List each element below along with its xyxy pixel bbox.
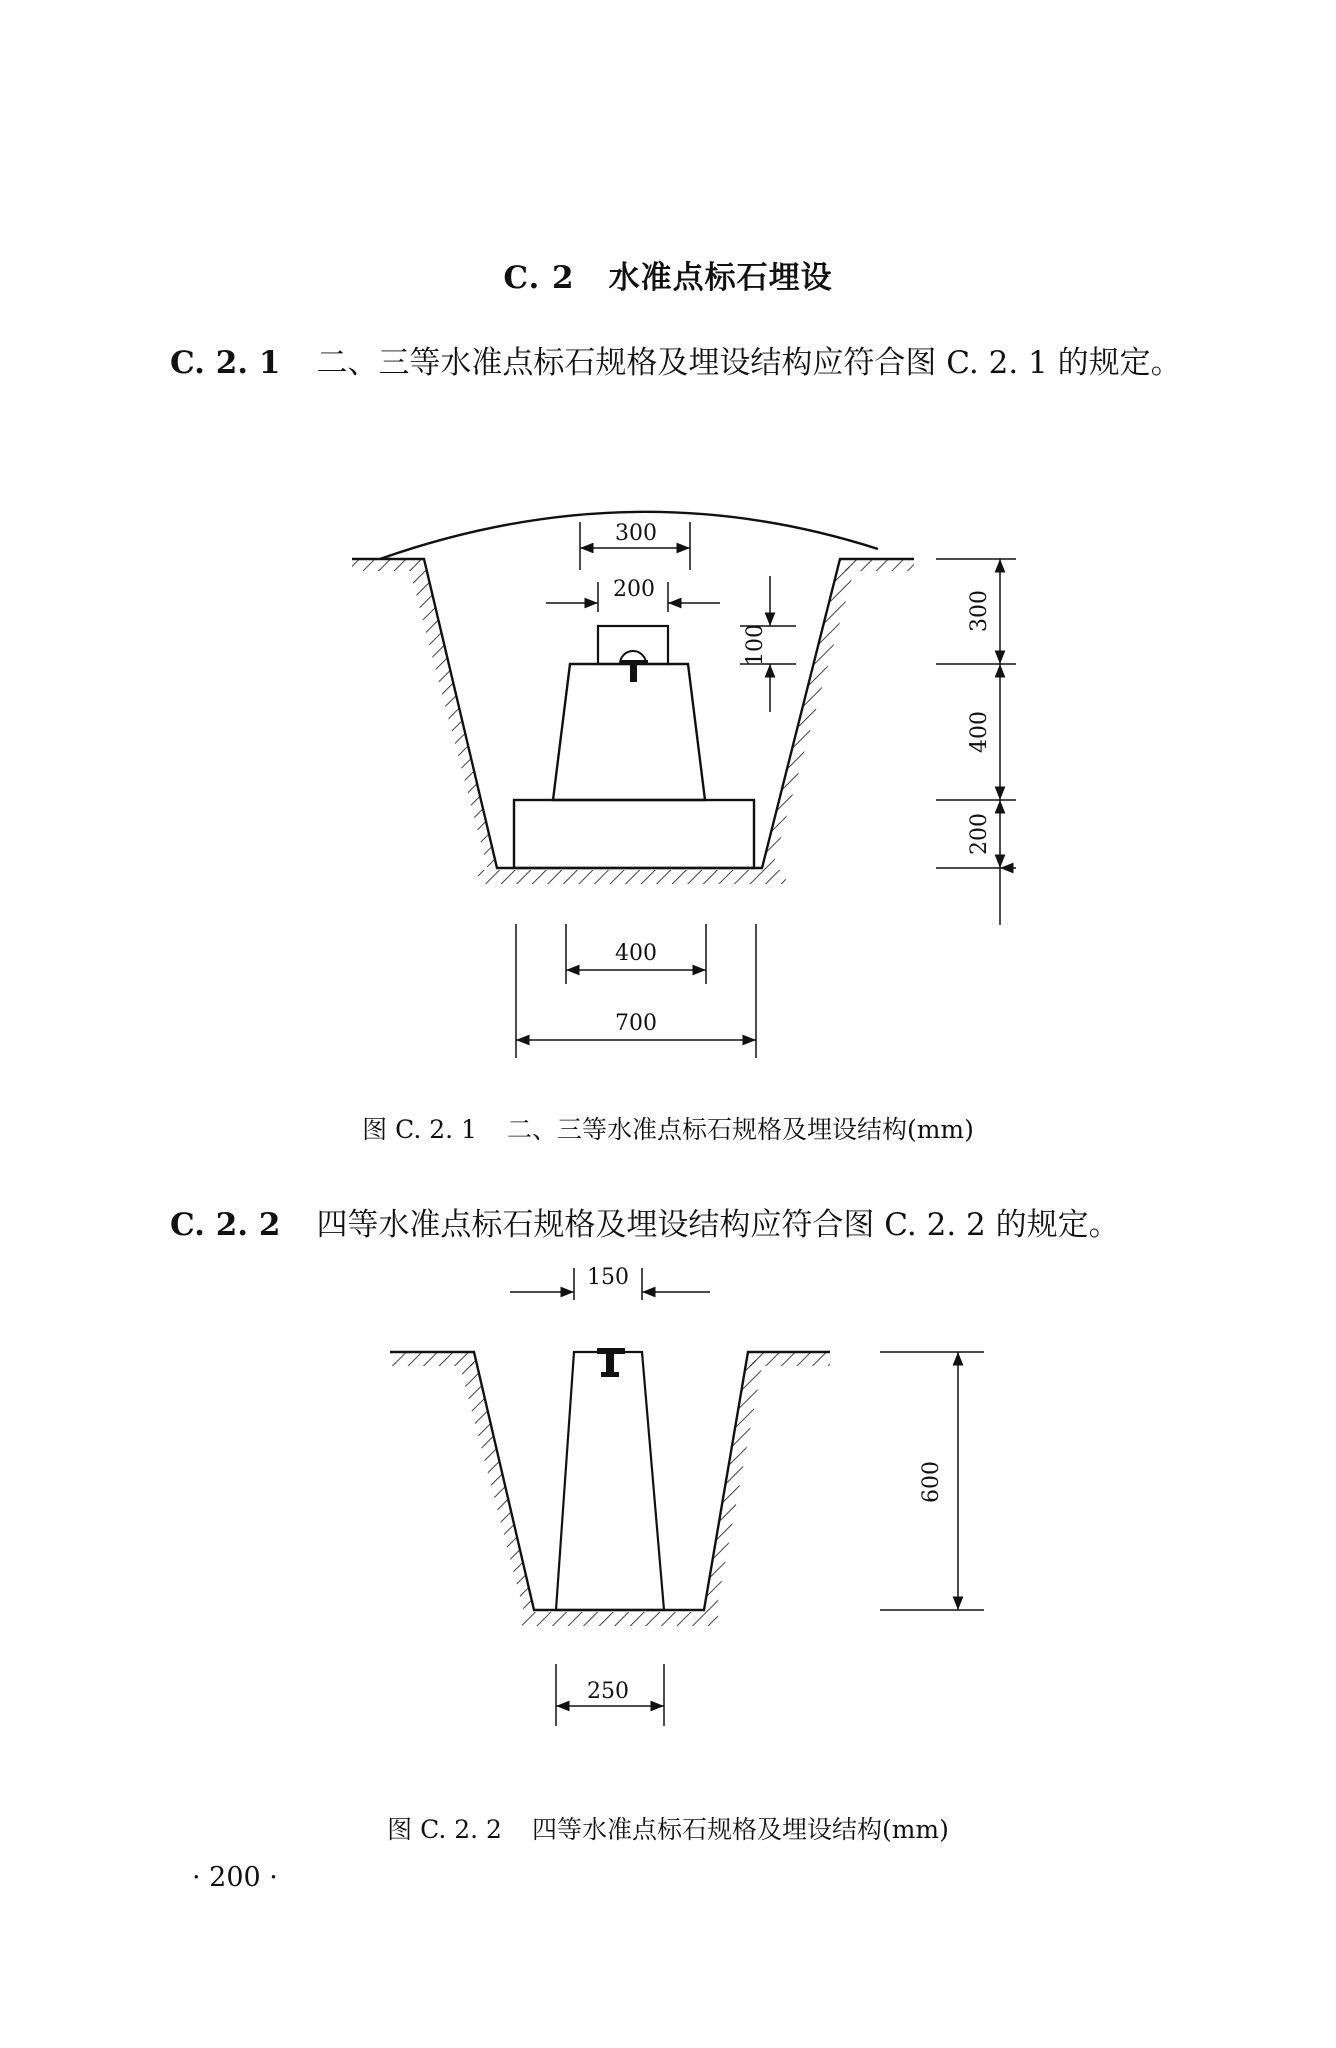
dim-cap-height: 100 bbox=[743, 624, 768, 666]
dim-top-width: 300 bbox=[615, 521, 657, 546]
dimensions-2 bbox=[510, 1268, 984, 1726]
dim-base-inner: 400 bbox=[615, 941, 657, 966]
page-number: · 200 · bbox=[192, 1862, 278, 1893]
figure-caption-2 bbox=[0, 1810, 1336, 1846]
dim-depth-base: 200 bbox=[967, 813, 992, 855]
figure-caption-text: 四等水准点标石规格及埋设结构(mm) bbox=[531, 1815, 949, 1844]
dim-depth-top: 300 bbox=[967, 590, 992, 632]
section-number: C. 2 bbox=[503, 260, 575, 296]
dim-base-outer: 700 bbox=[615, 1011, 657, 1036]
section-heading-text: 水准点标石埋设 bbox=[608, 260, 833, 296]
figure-caption-text: 二、三等水准点标石规格及埋设结构(mm) bbox=[506, 1115, 974, 1144]
dim-depth-mid: 400 bbox=[967, 711, 992, 753]
dim-depth: 600 bbox=[919, 1461, 944, 1503]
clause-text: 二、三等水准点标石规格及埋设结构应符合图 C. 2. 1 的规定。 bbox=[316, 345, 1182, 381]
clause-number: C. 2. 2 bbox=[170, 1207, 281, 1243]
dim-cap-width: 200 bbox=[613, 577, 655, 602]
figure-caption-number: 图 C. 2. 2 bbox=[387, 1815, 502, 1844]
dim-top-width: 150 bbox=[587, 1265, 629, 1290]
clause-text: 四等水准点标石规格及埋设结构应符合图 C. 2. 2 的规定。 bbox=[316, 1207, 1120, 1243]
dimension-labels-2 bbox=[587, 1265, 944, 1704]
pit-2 bbox=[390, 1348, 830, 1626]
clause-number: C. 2. 1 bbox=[170, 345, 281, 381]
dim-bottom-width: 250 bbox=[587, 1679, 629, 1704]
figure-caption-number: 图 C. 2. 1 bbox=[362, 1115, 477, 1144]
